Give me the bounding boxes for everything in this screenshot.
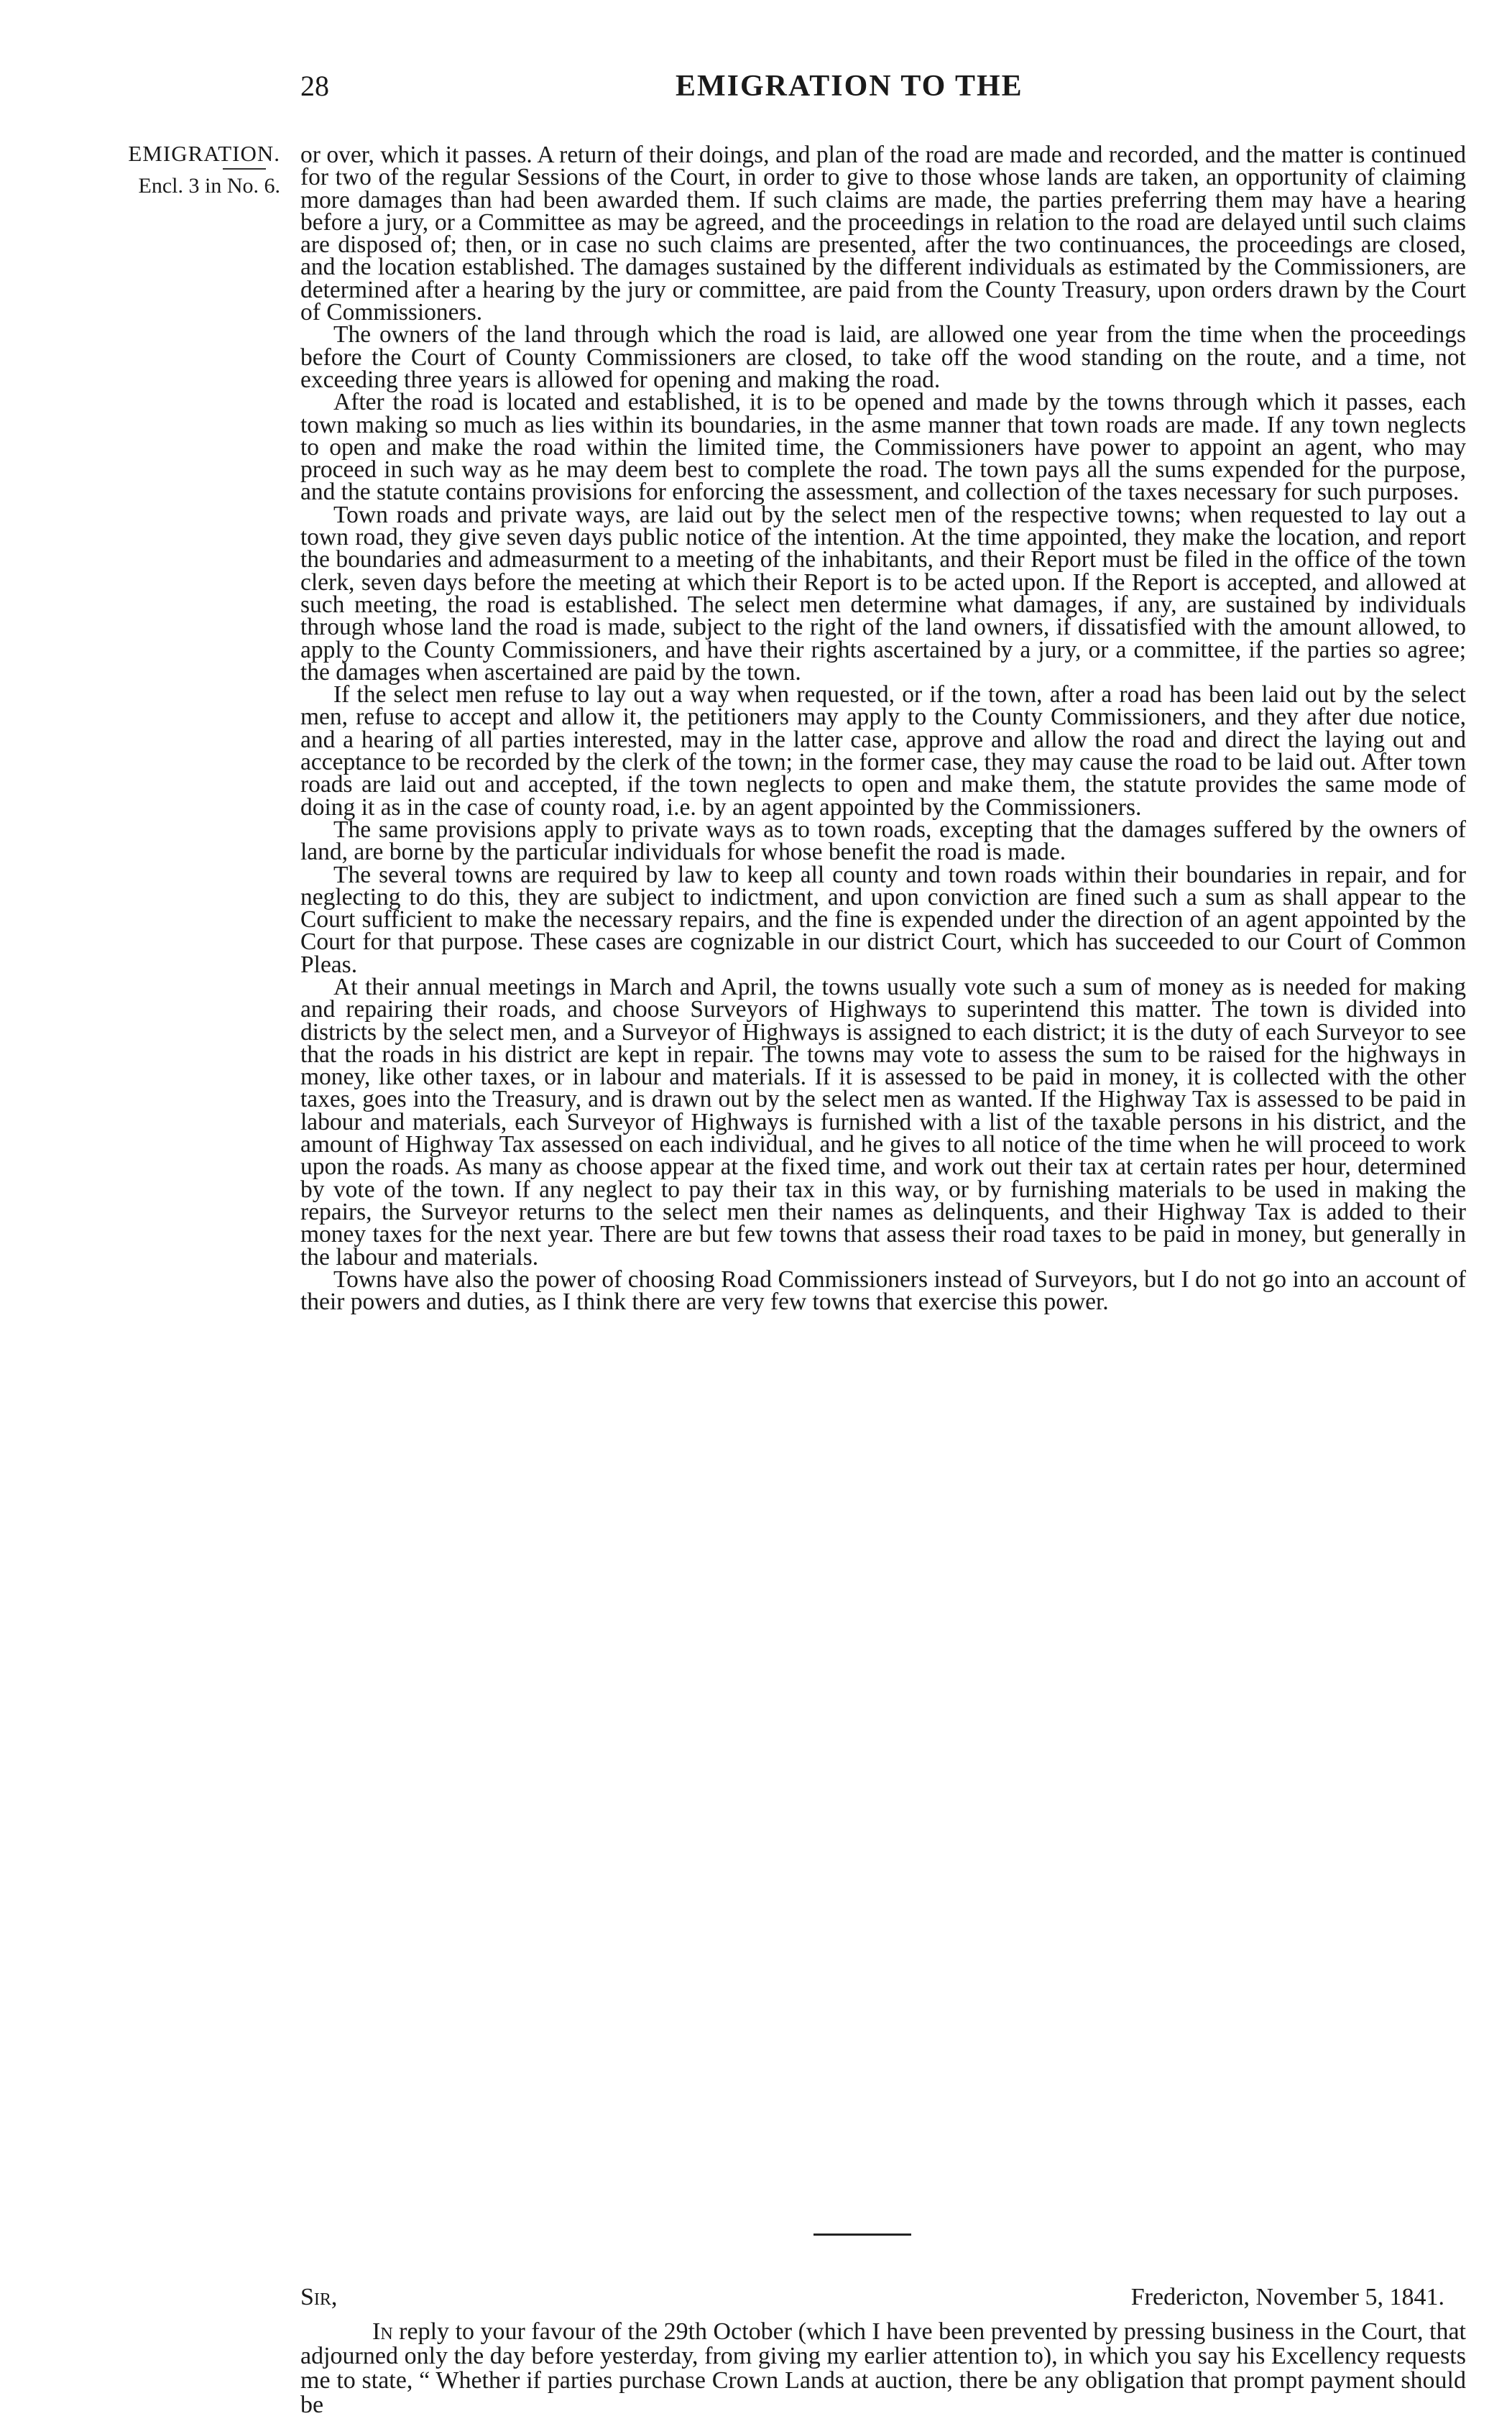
letter-body [300, 2320, 1466, 2417]
paragraph: The owners of the land through which the road is laid, are allowed one year from the time when the proceedings before the Court of County Commissioners are closed, to take off the wood standing on the route, and a time, not exceeding three years is allowed for opening and making the road. [300, 321, 1466, 393]
paragraph: or over, which it passes. A return of their doings, and plan of the road are made and recorded, and the matter is continued for two of the regular Sessions of the Court, in order to give to those whose lands are taken, an opportunity of claiming more damages than had been awarded them. If such claims are made, the parties preferring them may have a hearing before a jury, or a Committee as may be agreed, and the proceedings in relation to the road are delayed until such claims are disposed of; then, or in case no such claims are presented, after the two continuances, the proceedings are closed, and the location established. The damages sustained by the different individuals as estimated by the Commissioners, are determined after a hearing by the jury or committee, are paid from the County Treasury, upon orders drawn by the Court of Commissioners. [300, 142, 1466, 326]
paragraph: Towns have also the power of choosing Road Commissioners instead of Surveyors, but I do not go into an account of their powers and duties, as I think there are very few towns that exercise this power. [300, 1266, 1466, 1316]
running-title: EMIGRATION TO THE [676, 70, 1023, 103]
paragraph: The same provisions apply to private ways as to town roads, excepting that the damages suffered by the owners of land, are borne by the particular individuals for whose benefit the road is made. [300, 816, 1466, 866]
margin-enclosure-reference: Encl. 3 in No. 6. [138, 174, 280, 198]
letter-body-text: reply to your favour of the 29th October (which I have been prevented by pressing business in the Court, that adjourned only the day before yesterday, from giving my earlier attention to), in which you say his Excellency requests me to state, “ Whether if parties purchase Crown Lands at auction, there be any obligation that prompt payment should be [300, 2318, 1466, 2418]
paragraph: After the road is located and established, it is to be opened and made by the towns through which it passes, each town making so much as lies within its boundaries, in the asme manner that town roads are made. If any town neglects to open and make the road within the limited time, the Commissioners have power to appoint an agent, who may proceed in such way as he may deem best to complete the road. The town pays all the sums expended for the purpose, and the statute contains provisions for enforcing the assessment, and collection of the taxes necessary for such purposes. [300, 389, 1466, 506]
body-text [300, 142, 1466, 1316]
letter-lead-word: In [372, 2318, 393, 2345]
paragraph: The several towns are required by law to keep all county and town roads within their boundaries in repair, and for neglecting to do this, they are subject to indictment, and upon conviction are fined such a sum as shall appear to the Court sufficient to make the necessary repairs, and the fine is expended under the direction of an agent appointed by the Court for that purpose. These cases are cognizable in our district Court, which has succeeded to our Court of Common Pleas. [300, 861, 1466, 978]
letter-heading [300, 2285, 1466, 2320]
margin-rule [223, 168, 266, 170]
margin-section-label: EMIGRATION. [128, 141, 280, 166]
paragraph: Town roads and private ways, are laid out by the select men of the respective towns; when requested to lay out a town road, they give seven days public notice of the intention. At the time appointed, they make the location, and report the boundaries and admeasurment to a meeting of the inhabitants, and their Report must be filed in the office of the town clerk, seven days before the meeting at which their Report is to be acted upon. If the Report is accepted, and allowed at such meeting, the road is established. The select men determine what damages, if any, are sustained by individuals through whose land the road is made, subject to the right of the land owners, if dissatisfied with the amount allowed, to apply to the County Commissioners, and have their rights ascertained by a jury, or a committee, if the parties so agree; the damages when ascertained are paid by the town. [300, 501, 1466, 686]
section-separator [813, 2234, 911, 2236]
paragraph: If the select men refuse to lay out a way when requested, or if the town, after a road has been laid out by the select men, refuse to accept and allow it, the petitioners may apply to the County Commissioners, and they after due notice, and a hearing of all parties interested, may in the latter case, approve and allow the road and direct the laying out and acceptance to be recorded by the clerk of the town; in the former case, they may cause the road to be laid out. After town roads are laid out and accepted, if the town neglects to open and make them, the statute provides the same mode of doing it as in the case of county road, i.e. by an agent appointed by the Commissioners. [300, 681, 1466, 821]
page-header [0, 69, 1512, 112]
letter [300, 2285, 1466, 2417]
letter-salutation: Sir, [300, 2284, 338, 2310]
page-number: 28 [300, 70, 329, 102]
letter-place-date: Fredericton, November 5, 1841. [1130, 2284, 1444, 2310]
margin-notes [72, 141, 280, 198]
paragraph: At their annual meetings in March and April, the towns usually vote such a sum of money as is needed for making and repairing their roads, and choose Surveyors of Highways to superintend this matter. The town is divided into districts by the select men, and a Surveyor of Highways is assigned to each district; it is the duty of each Surveyor to see that the roads in his district are kept in repair. The towns may vote to assess the sum to be raised for the highways in money, like other taxes, or in labour and materials. If it is assessed to be paid in money, it is collected with the other taxes, goes into the Treasury, and is drawn out by the select men as wanted. If the Highway Tax is assessed to be paid in labour and materials, each Surveyor of Highways is furnished with a list of the taxable persons in his district, and the amount of Highway Tax assessed on each individual, and he gives to all notice of the time when he will proceed to work upon the roads. As many as choose appear at the fixed time, and work out their tax at certain rates per hour, determined by vote of the town. If any neglect to pay their tax in this way, or by furnishing materials to be used in making the repairs, the Surveyor returns to the select men their names as delinquents, and their Highway Tax is added to their money taxes for the next year. There are but few towns that assess their road taxes to be paid in money, but generally in the labour and materials. [300, 973, 1466, 1271]
